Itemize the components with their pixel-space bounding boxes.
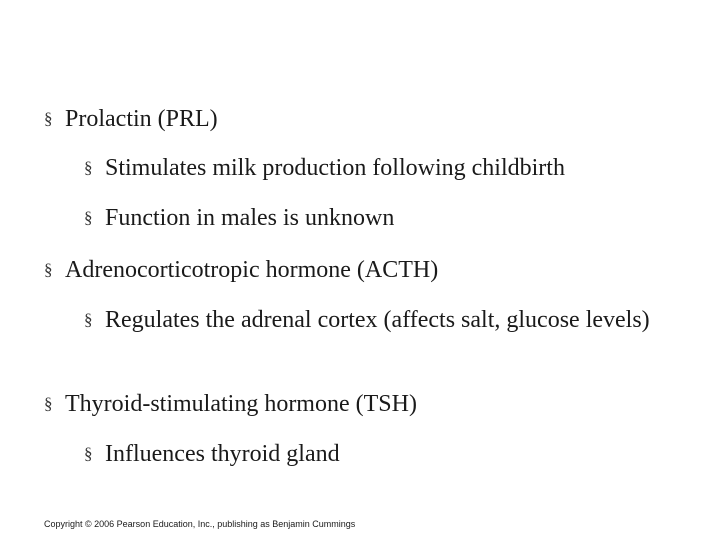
bullet-marker-icon: § [84,208,93,227]
sub-bullet-adrenal-cortex [84,304,674,336]
sub-bullet-males-function [84,202,394,234]
bullet-marker-icon: § [44,394,53,413]
sub-bullet-text: Regulates the adrenal cortex (affects salt, glucose levels) [105,307,650,333]
bullet-acth [44,254,438,286]
sub-bullet-text: Stimulates milk production following childbirth [105,155,565,181]
bullet-marker-icon: § [44,109,53,128]
sub-bullet-thyroid-gland [84,438,340,470]
bullet-marker-icon: § [44,260,53,279]
bullet-text: Thyroid-stimulating hormone (TSH) [65,391,417,417]
bullet-prolactin [44,103,218,135]
sub-bullet-milk-production [84,152,565,184]
sub-bullet-text: Function in males is unknown [105,205,395,231]
sub-bullet-text: Influences thyroid gland [105,441,340,467]
copyright-footer: Copyright © 2006 Pearson Education, Inc., publishing as Benjamin Cummings [44,519,356,529]
bullet-marker-icon: § [84,444,93,463]
bullet-text: Prolactin (PRL) [65,106,218,132]
bullet-text: Adrenocorticotropic hormone (ACTH) [65,257,439,283]
bullet-marker-icon: § [84,310,93,329]
bullet-tsh [44,388,417,420]
bullet-marker-icon: § [84,158,93,177]
